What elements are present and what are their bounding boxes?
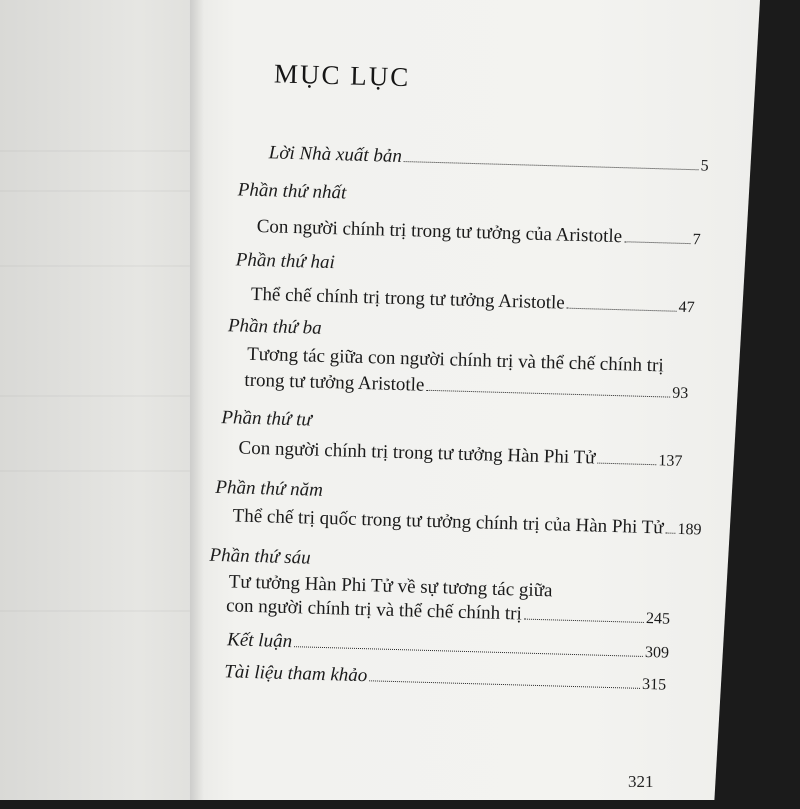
toc-entry-references [224,661,666,695]
part-label: Phần thứ nhất [237,179,347,204]
leader-dots [404,161,699,170]
leader-dots [665,533,675,534]
page-number: 47 [678,298,695,317]
entry-label: trong tư tưởng Aristotle [244,369,425,396]
toc-entry-part-5 [232,505,702,539]
entry-label: Thể chế chính trị trong tư tưởng Aristotle [250,283,566,314]
toc-entry-part-2 [251,284,695,318]
leader-dots [597,463,656,466]
part-label: Phần thứ tư [221,407,313,431]
leader-dots [624,241,690,244]
page-number: 137 [658,452,683,470]
part-label: Phần thứ ba [227,315,322,339]
entry-label-line-1: Tư tưởng Hàn Phi Tử về sự tương tác giữa [228,571,553,602]
leader-dots [369,680,640,689]
page-number: 5 [700,157,709,175]
entry-label: con người chính trị và thể chế chính trị [225,595,523,625]
leader-dots [524,619,644,623]
leader-dots [426,390,670,398]
entry-label: Lời Nhà xuất bản [268,142,403,167]
leader-dots [294,646,643,657]
page-number: 309 [644,643,670,662]
entry-label: Con người chính trị trong tư tưởng Hàn Phi Tử [238,437,596,469]
entry-label: Tài liệu tham khảo [224,661,368,687]
page-folio-number: 321 [628,772,654,791]
page-number: 245 [645,610,671,628]
page-number: 7 [692,231,701,249]
part-label: Phần thứ hai [235,249,336,274]
toc-entry-part-4 [238,438,682,472]
toc-title: MỤC LỤC [273,58,411,93]
toc-entry-part-6 [226,595,670,629]
toc-entry-preface [269,142,709,176]
page-number: 93 [672,384,689,403]
entry-label-line-1: Tương tác giữa con người chính trị và thể chế chính trị [246,343,664,377]
entry-label: Con người chính trị trong tư tưởng của Aristotle [256,215,623,248]
entry-label: Thể chế trị quốc trong tư tưởng chính trị của Hàn Phi Tử [232,505,664,539]
part-label: Phần thứ sáu [209,544,311,569]
page-number: 189 [677,520,702,539]
toc-entry-part-1 [256,216,700,250]
page-number: 315 [641,675,667,694]
leader-dots [567,308,677,312]
part-label: Phần thứ năm [215,476,324,501]
entry-label: Kết luận [226,629,293,653]
toc-entry-conclusion [227,629,669,663]
